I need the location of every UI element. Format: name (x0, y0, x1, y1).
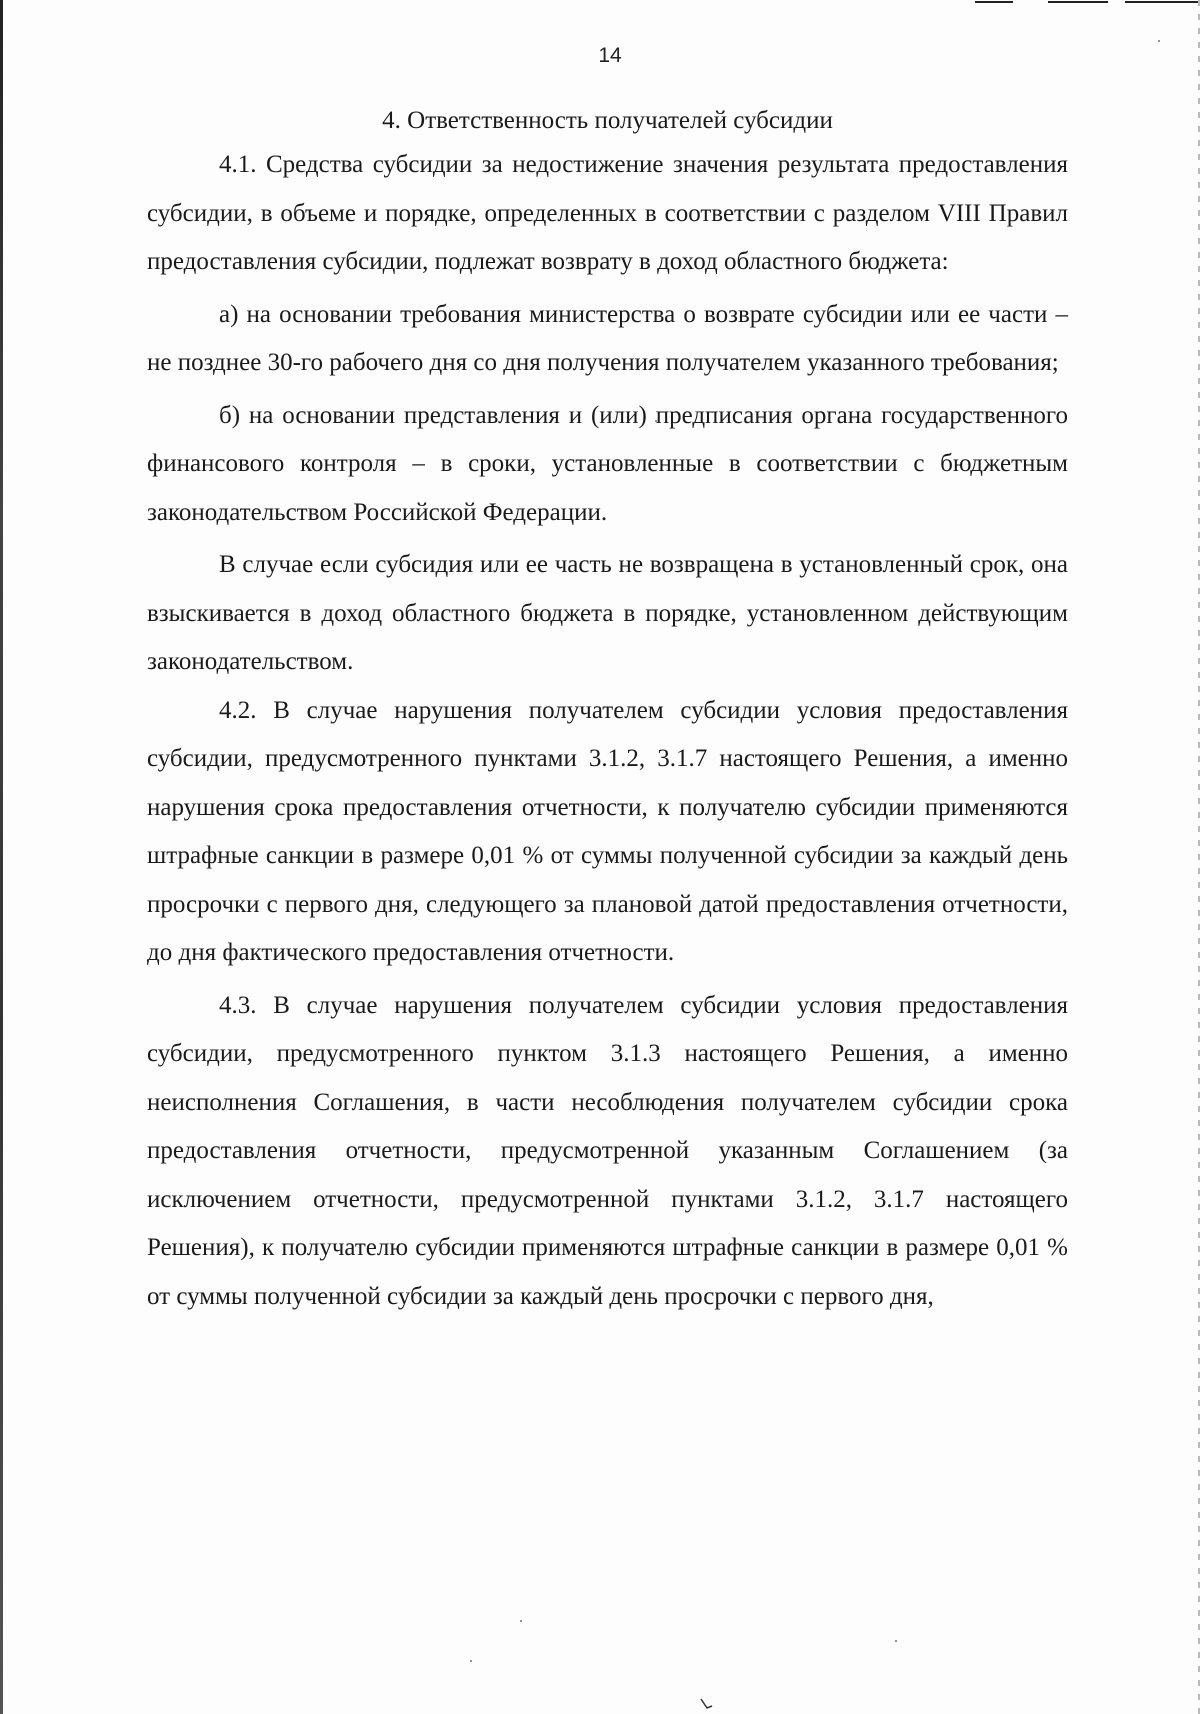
scan-edge-top (1125, 1, 1200, 3)
paragraph-4-1-a: а) на основании требования министерства о возврате субсидии или ее части – не позднее 30-го рабочего дня со дня получения получателем указанного требования; (147, 300, 1068, 376)
scan-edge-top (975, 1, 1013, 3)
paragraph-4-3: 4.3. В случае нарушения получателем субсидии условия предоставления субсидии, предусмотренного пунктом 3.1.3 настоящего Решения, а именно неисполнения Соглашения, в части несоблюдения получателем субсидии срока предоставления отчетности, предусмотренной указанным Соглашением (за исключением отчетности, предусмотренной пунктами 3.1.2, 3.1.7 настоящего Решения), к получателю субсидии применяются штрафные санкции в размере 0,01 % от суммы полученной субсидии за каждый день просрочки с первого дня, (147, 991, 1068, 1310)
page-number: 14 (598, 44, 622, 67)
scan-edge-left (0, 0, 3, 1714)
scan-speck (520, 1620, 522, 1622)
document-body (147, 105, 1068, 1321)
scan-edge-top (1048, 1, 1108, 3)
section-heading: 4. Ответственность получателей субсидии (382, 107, 833, 134)
scan-mark (700, 1698, 714, 1710)
paragraph-4-1-b: б) на основании представления и (или) предписания органа государственного финансового контроля – в сроки, установленные в соответствии с бюджетным законодательством Российской Федерации. (147, 401, 1068, 526)
scan-speck (470, 1660, 472, 1662)
scan-speck (1158, 40, 1160, 42)
paragraph-recovery: В случае если субсидия или ее часть не возвращена в установленный срок, она взыскивается в доход областного бюджета в порядке, установленном действующим законодательством. (147, 551, 1068, 675)
paragraph-4-1: 4.1. Средства субсидии за недостижение значения результата предоставления субсидии, в объеме и порядке, определенных в соответствии с разделом VIII Правил предоставления субсидии, подлежат возврату в доход областного бюджета: (147, 151, 1068, 275)
scan-speck (895, 1640, 897, 1642)
paragraph-4-2: 4.2. В случае нарушения получателем субсидии условия предоставления субсидии, предусмотренного пунктами 3.1.2, 3.1.7 настоящего Решения, а именно нарушения срока предоставления отчетности, к получателю субсидии применяются штрафные санкции в размере 0,01 % от суммы полученной субсидии за каждый день просрочки с первого дня, следующего за плановой датой предоставления отчетности, до дня фактического предоставления отчетности. (147, 696, 1068, 966)
